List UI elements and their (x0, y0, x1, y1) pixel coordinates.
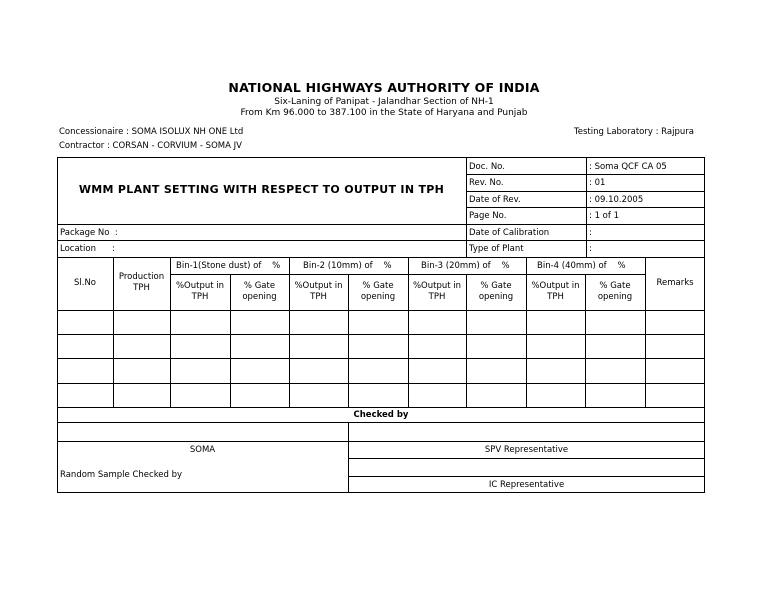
doc-no-value: : Soma QCF CA 05 (589, 162, 667, 172)
ic-representative: IC Representative (488, 480, 565, 490)
testing-laboratory: Testing Laboratory : Rajpura (574, 127, 694, 137)
doc-no-label: Doc. No. (469, 162, 505, 172)
type-of-plant-label: Type of Plant (469, 244, 524, 254)
rev-no-label: Rev. No. (469, 178, 504, 188)
location-label: Location : (60, 244, 116, 254)
date-of-rev-value: : 09.10.2005 (589, 195, 644, 205)
row-line (57, 383, 705, 384)
gate-header: % Gate (599, 281, 631, 291)
output-header: %Output in (175, 281, 225, 291)
package-no-label: Package No : (60, 228, 118, 238)
bin-4-header: Bin-4 (40mm) of % (537, 261, 626, 271)
production-tph-header: TPH (133, 283, 150, 293)
row-line (57, 334, 705, 335)
bin-3-header: Bin-3 (20mm) of % (421, 261, 510, 271)
row-line (57, 240, 705, 241)
sl-no-header: Sl.No (73, 278, 97, 288)
col-line (466, 157, 467, 257)
production-header: Production (118, 272, 165, 282)
row-line (57, 407, 705, 408)
random-sample-checked-by: Random Sample Checked by (60, 470, 183, 480)
page-no-label: Page No. (469, 211, 507, 221)
concessionaire: Concessionaire : SOMA ISOLUX NH ONE Ltd (59, 127, 244, 137)
gate-header: % Gate (362, 281, 394, 291)
gate-unit: opening (360, 292, 396, 302)
gate-unit: opening (242, 292, 277, 302)
row-line (57, 224, 705, 225)
contractor: Contractor : CORSAN - CORVIUM - SOMA JV (59, 141, 242, 151)
gate-unit: opening (597, 292, 633, 302)
col-line (586, 157, 587, 257)
output-header: %Output in (531, 281, 580, 291)
remarks-header: Remarks (656, 278, 694, 288)
date-of-rev-label: Date of Rev. (469, 195, 521, 205)
checked-by: Checked by (353, 410, 409, 420)
output-unit: TPH (547, 292, 564, 302)
output-unit: TPH (191, 292, 209, 302)
gate-unit: opening (478, 292, 514, 302)
col-line (526, 257, 527, 407)
spv-representative: SPV Representative (484, 445, 569, 455)
row-line (57, 422, 705, 423)
output-unit: TPH (310, 292, 327, 302)
output-header: %Output in (412, 281, 462, 291)
soma-label: SOMA (189, 445, 216, 455)
project-subtitle: Six-Laning of Panipat - Jalandhar Section of NH-1 (274, 97, 494, 107)
row-line (57, 358, 705, 359)
row-line (348, 458, 705, 459)
form-title: WMM PLANT SETTING WITH RESPECT TO OUTPUT IN TPH (78, 183, 445, 196)
output-header: %Output in (294, 281, 343, 291)
row-line (57, 257, 705, 258)
gate-header: % Gate (480, 281, 512, 291)
col-line (408, 257, 409, 407)
page-title: NATIONAL HIGHWAYS AUTHORITY OF INDIA (228, 80, 540, 95)
bin-2-header: Bin-2 (10mm) of % (303, 261, 392, 271)
date-of-calibration-label: Date of Calibration (469, 228, 550, 238)
project-chainage: From Km 96.000 to 387.100 in the State of Haryana and Punjab (240, 108, 528, 118)
row-line (348, 476, 705, 477)
col-line (170, 257, 171, 407)
bin-1-header: Bin-1(Stone dust) of % (176, 261, 281, 271)
page-no-value: : 1 of 1 (589, 211, 619, 221)
gate-header: % Gate (243, 281, 276, 291)
type-of-plant-value: : (589, 244, 592, 254)
row-line (57, 310, 705, 311)
row-line (57, 441, 705, 442)
col-line (289, 257, 290, 407)
output-unit: TPH (428, 292, 446, 302)
date-of-calibration-value: : (589, 228, 592, 238)
rev-no-value: : 01 (589, 178, 606, 188)
